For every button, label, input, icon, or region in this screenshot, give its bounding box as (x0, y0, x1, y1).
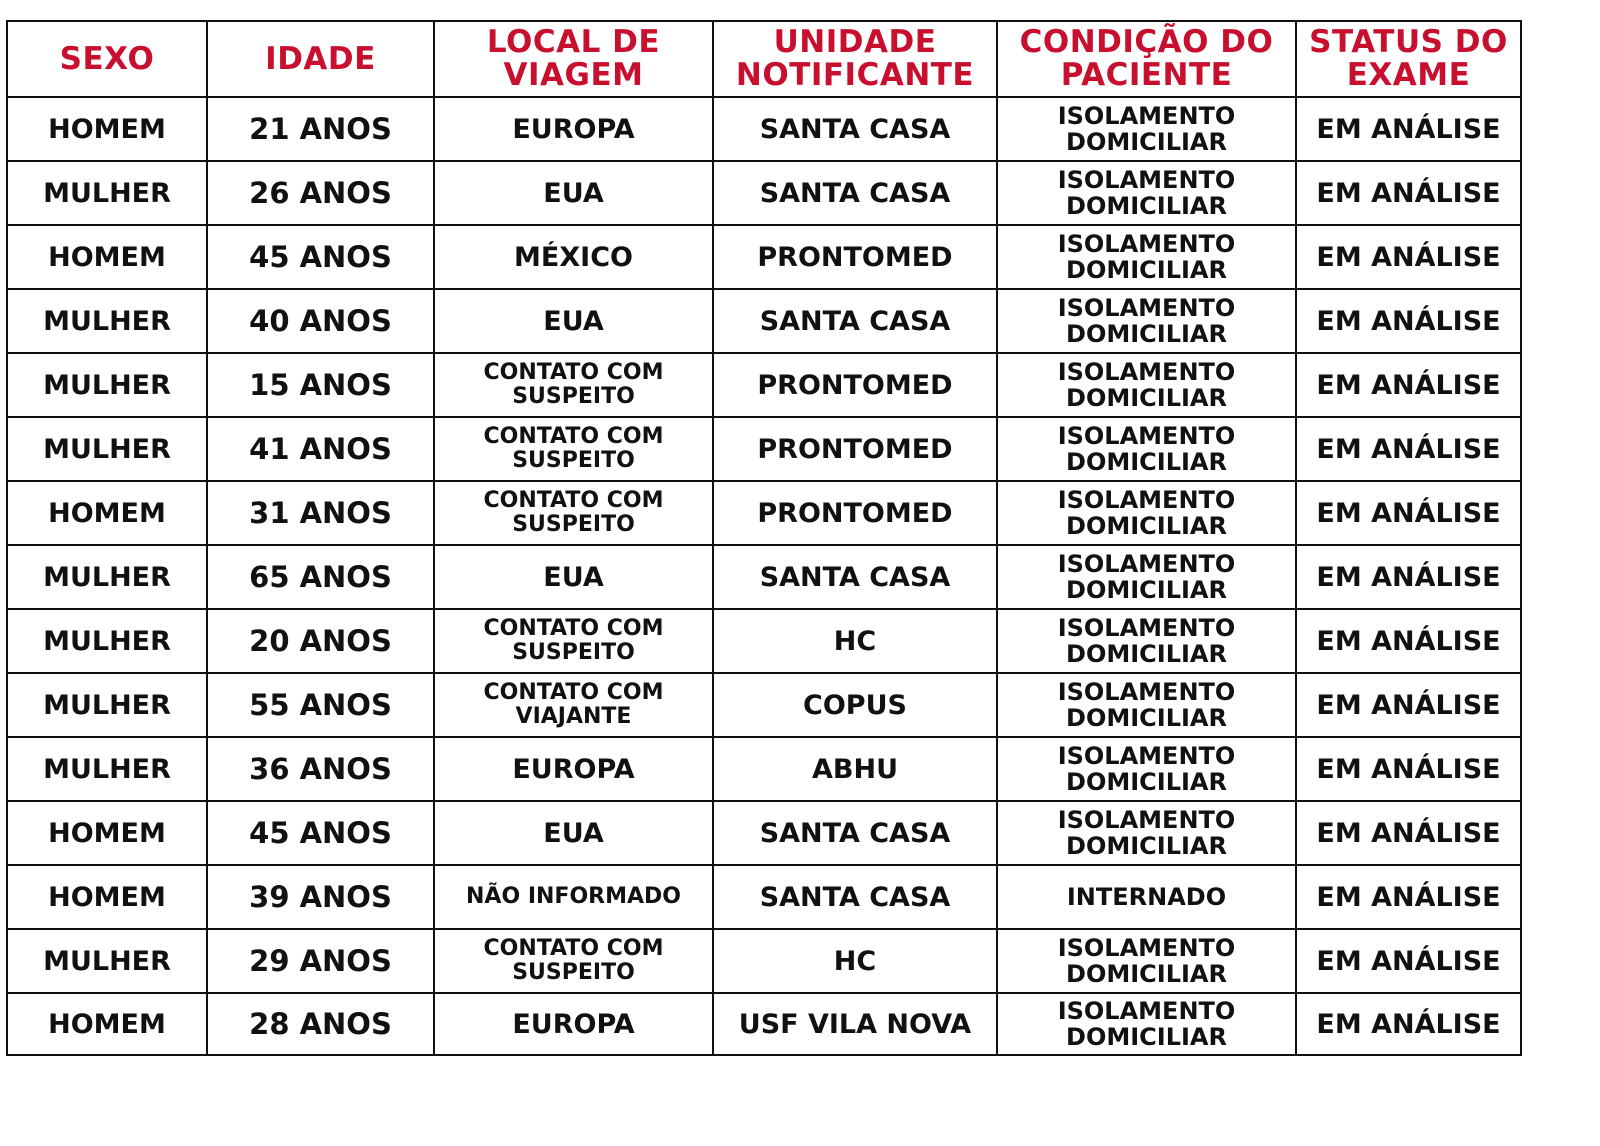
local-de-viagem-cell: CONTATO COM SUSPEITO (434, 417, 713, 481)
local-de-viagem-cell: CONTATO COM SUSPEITO (434, 609, 713, 673)
unidade-notificante-cell: SANTA CASA (713, 865, 997, 929)
table-row (7, 97, 1521, 161)
sexo-cell: HOMEM (7, 225, 207, 289)
unidade-notificante-cell: ABHU (713, 737, 997, 801)
unidade-notificante-cell: COPUS (713, 673, 997, 737)
idade-cell: 36 ANOS (207, 737, 434, 801)
status-cell: EM ANÁLISE (1296, 673, 1521, 737)
status-cell: EM ANÁLISE (1296, 545, 1521, 609)
condicao-cell: INTERNADO (997, 865, 1296, 929)
table-row (7, 481, 1521, 545)
local-de-viagem-cell: EUROPA (434, 97, 713, 161)
condicao-cell: ISOLAMENTO DOMICILIAR (997, 481, 1296, 545)
condicao-cell: ISOLAMENTO DOMICILIAR (997, 609, 1296, 673)
unidade-notificante-cell: PRONTOMED (713, 481, 997, 545)
status-cell: EM ANÁLISE (1296, 353, 1521, 417)
local-de-viagem-cell: EUA (434, 161, 713, 225)
sexo-cell: HOMEM (7, 865, 207, 929)
unidade-notificante-cell: SANTA CASA (713, 545, 997, 609)
table-row (7, 353, 1521, 417)
unidade-notificante-cell: SANTA CASA (713, 97, 997, 161)
sexo-cell: MULHER (7, 417, 207, 481)
local-de-viagem-cell: MÉXICO (434, 225, 713, 289)
sexo-cell: HOMEM (7, 481, 207, 545)
idade-cell: 55 ANOS (207, 673, 434, 737)
idade-cell: 45 ANOS (207, 225, 434, 289)
status-cell: EM ANÁLISE (1296, 289, 1521, 353)
idade-cell: 40 ANOS (207, 289, 434, 353)
local-de-viagem-cell: EUA (434, 801, 713, 865)
local-de-viagem-cell: NÃO INFORMADO (434, 865, 713, 929)
table-header (7, 21, 1521, 97)
idade-cell: 41 ANOS (207, 417, 434, 481)
table-row (7, 929, 1521, 993)
status-cell: EM ANÁLISE (1296, 481, 1521, 545)
sexo-cell: MULHER (7, 609, 207, 673)
local-de-viagem-cell: EUROPA (434, 737, 713, 801)
sexo-cell: MULHER (7, 929, 207, 993)
unidade-notificante-cell: USF VILA NOVA (713, 993, 997, 1055)
condicao-cell: ISOLAMENTO DOMICILIAR (997, 225, 1296, 289)
unidade-notificante-cell: HC (713, 609, 997, 673)
table-row (7, 225, 1521, 289)
idade-cell: 26 ANOS (207, 161, 434, 225)
condicao-cell: ISOLAMENTO DOMICILIAR (997, 801, 1296, 865)
idade-cell: 39 ANOS (207, 865, 434, 929)
sexo-cell: HOMEM (7, 801, 207, 865)
condicao-cell: ISOLAMENTO DOMICILIAR (997, 993, 1296, 1055)
status-cell: EM ANÁLISE (1296, 161, 1521, 225)
unidade-notificante-cell: SANTA CASA (713, 289, 997, 353)
local-de-viagem-cell: CONTATO COM VIAJANTE (434, 673, 713, 737)
local-de-viagem-cell: CONTATO COM SUSPEITO (434, 353, 713, 417)
sexo-cell: MULHER (7, 289, 207, 353)
table-row (7, 673, 1521, 737)
header-local-de-viagem: LOCAL DE VIAGEM (434, 21, 713, 97)
status-cell: EM ANÁLISE (1296, 97, 1521, 161)
idade-cell: 65 ANOS (207, 545, 434, 609)
sexo-cell: MULHER (7, 161, 207, 225)
table-row (7, 545, 1521, 609)
status-cell: EM ANÁLISE (1296, 417, 1521, 481)
header-idade: IDADE (207, 21, 434, 97)
idade-cell: 45 ANOS (207, 801, 434, 865)
unidade-notificante-cell: HC (713, 929, 997, 993)
status-cell: EM ANÁLISE (1296, 865, 1521, 929)
condicao-cell: ISOLAMENTO DOMICILIAR (997, 353, 1296, 417)
unidade-notificante-cell: PRONTOMED (713, 417, 997, 481)
idade-cell: 28 ANOS (207, 993, 434, 1055)
idade-cell: 21 ANOS (207, 97, 434, 161)
table-row (7, 865, 1521, 929)
idade-cell: 31 ANOS (207, 481, 434, 545)
table-body (7, 97, 1521, 1055)
idade-cell: 20 ANOS (207, 609, 434, 673)
condicao-cell: ISOLAMENTO DOMICILIAR (997, 929, 1296, 993)
local-de-viagem-cell: EUROPA (434, 993, 713, 1055)
header-sexo: SEXO (7, 21, 207, 97)
status-cell: EM ANÁLISE (1296, 801, 1521, 865)
sexo-cell: HOMEM (7, 97, 207, 161)
status-cell: EM ANÁLISE (1296, 737, 1521, 801)
unidade-notificante-cell: PRONTOMED (713, 353, 997, 417)
local-de-viagem-cell: EUA (434, 289, 713, 353)
status-cell: EM ANÁLISE (1296, 993, 1521, 1055)
header-unidade-notificante: UNIDADE NOTIFICANTE (713, 21, 997, 97)
header-row (7, 21, 1521, 97)
unidade-notificante-cell: SANTA CASA (713, 161, 997, 225)
header-condicao-do-paciente: CONDIÇÃO DO PACIENTE (997, 21, 1296, 97)
status-cell: EM ANÁLISE (1296, 225, 1521, 289)
condicao-cell: ISOLAMENTO DOMICILIAR (997, 97, 1296, 161)
local-de-viagem-cell: EUA (434, 545, 713, 609)
idade-cell: 29 ANOS (207, 929, 434, 993)
sexo-cell: MULHER (7, 673, 207, 737)
sexo-cell: MULHER (7, 737, 207, 801)
condicao-cell: ISOLAMENTO DOMICILIAR (997, 161, 1296, 225)
table-row (7, 289, 1521, 353)
sexo-cell: HOMEM (7, 993, 207, 1055)
condicao-cell: ISOLAMENTO DOMICILIAR (997, 737, 1296, 801)
idade-cell: 15 ANOS (207, 353, 434, 417)
table-row (7, 737, 1521, 801)
condicao-cell: ISOLAMENTO DOMICILIAR (997, 545, 1296, 609)
unidade-notificante-cell: SANTA CASA (713, 801, 997, 865)
table-row (7, 161, 1521, 225)
condicao-cell: ISOLAMENTO DOMICILIAR (997, 289, 1296, 353)
condicao-cell: ISOLAMENTO DOMICILIAR (997, 417, 1296, 481)
sexo-cell: MULHER (7, 353, 207, 417)
cases-table (6, 20, 1522, 1056)
unidade-notificante-cell: PRONTOMED (713, 225, 997, 289)
header-status-do-exame: STATUS DO EXAME (1296, 21, 1521, 97)
condicao-cell: ISOLAMENTO DOMICILIAR (997, 673, 1296, 737)
table-row (7, 993, 1521, 1055)
local-de-viagem-cell: CONTATO COM SUSPEITO (434, 481, 713, 545)
status-cell: EM ANÁLISE (1296, 609, 1521, 673)
table-row (7, 609, 1521, 673)
table-row (7, 801, 1521, 865)
table-row (7, 417, 1521, 481)
sexo-cell: MULHER (7, 545, 207, 609)
status-cell: EM ANÁLISE (1296, 929, 1521, 993)
local-de-viagem-cell: CONTATO COM SUSPEITO (434, 929, 713, 993)
